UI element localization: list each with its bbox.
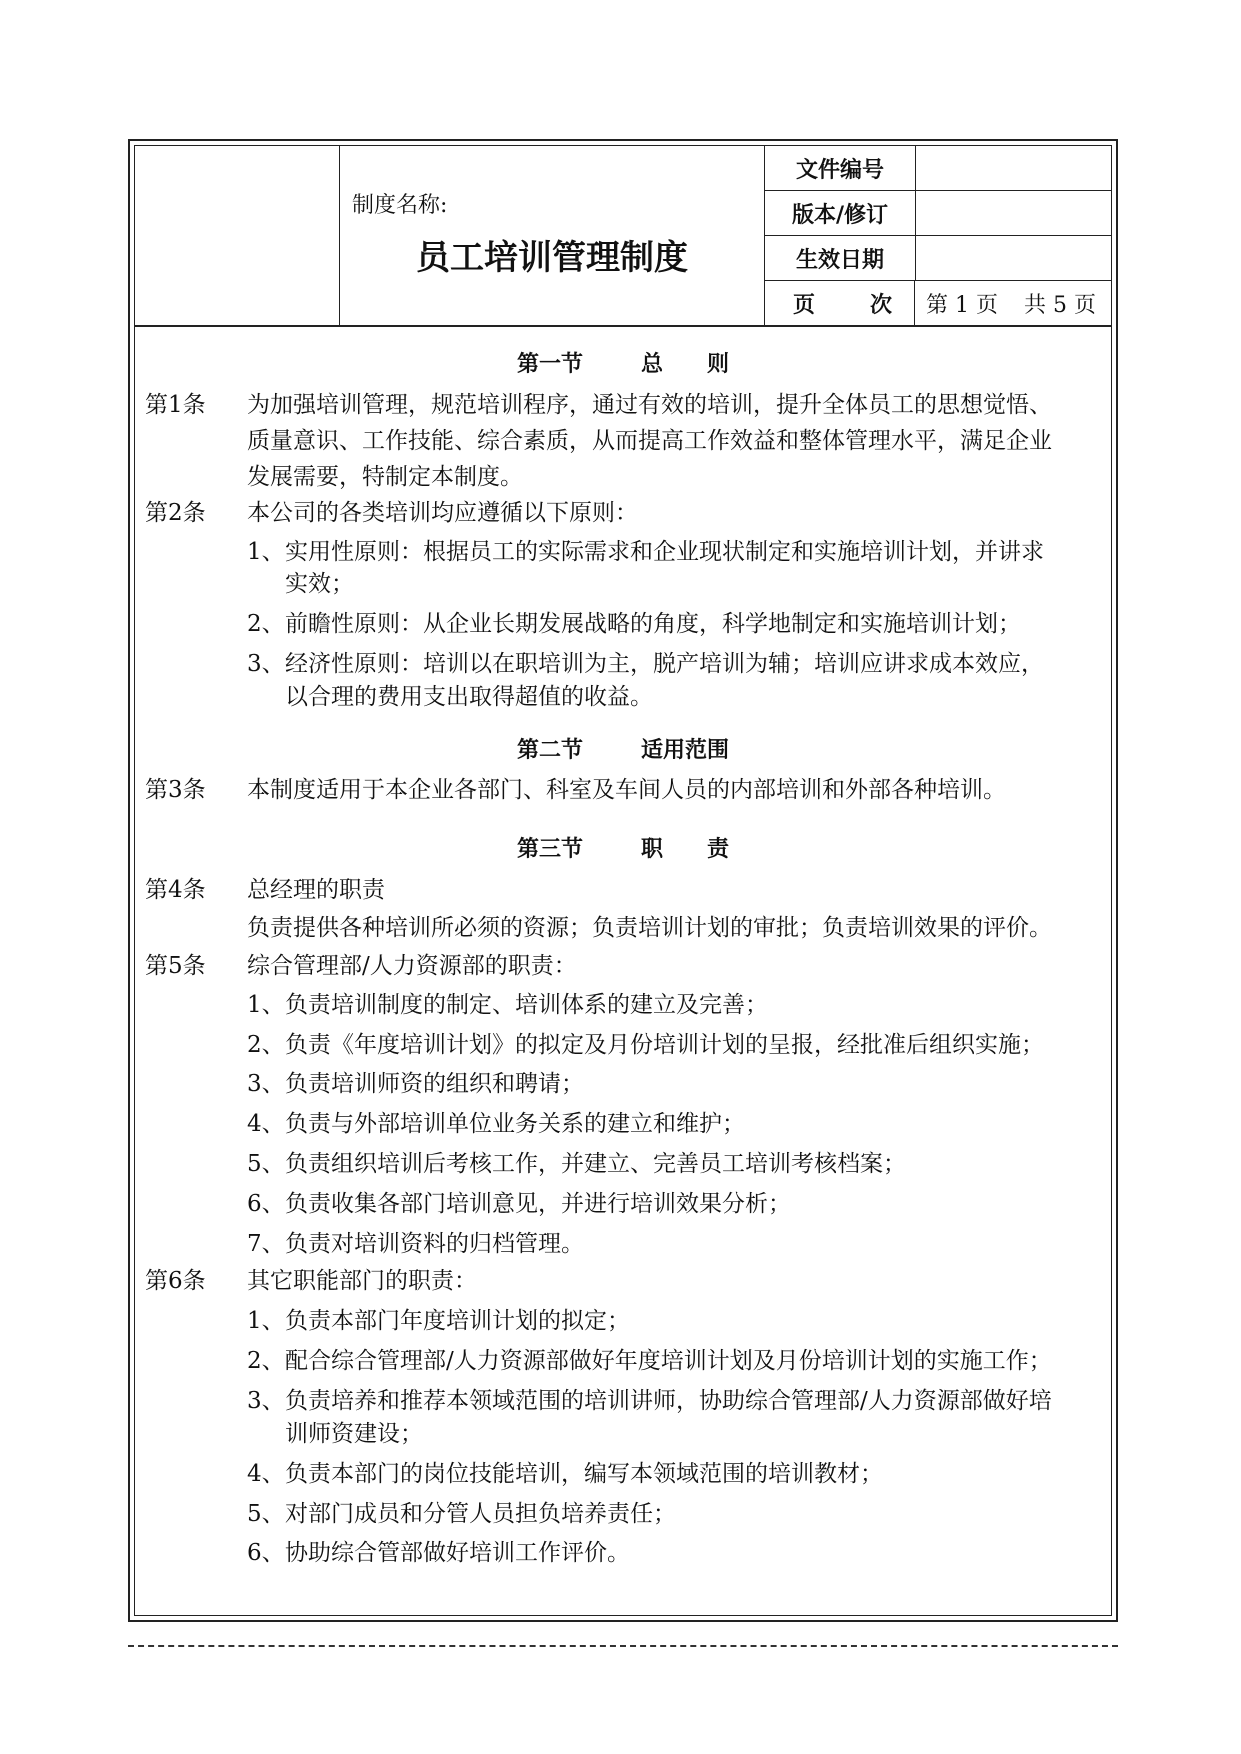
doc-no-label: 文件编号 (765, 146, 916, 190)
article-text: 发展需要，特制定本制度。 (247, 464, 523, 490)
effective-date-value (916, 236, 1111, 280)
item-text: 实效； (285, 571, 354, 597)
item-text: 负责本部门的岗位技能培训，编写本领域范围的培训教材； (285, 1461, 883, 1487)
item-number: 2、 (247, 1032, 285, 1058)
article-intro: 其它职能部门的职责： (247, 1268, 477, 1294)
item-number: 3、 (247, 1388, 285, 1414)
page-row (765, 281, 1111, 325)
document-frame (128, 139, 1118, 1622)
item-number: 3、 (247, 1071, 285, 1097)
item-text: 配合综合管理部/人力资源部做好年度培训计划及月份培训计划的实施工作； (285, 1348, 1052, 1374)
policy-name-label: 制度名称: (352, 193, 448, 218)
item-number: 3、 (247, 651, 285, 677)
item-number: 4、 (247, 1111, 285, 1137)
item-text: 负责培养和推荐本领域范围的培训讲师，协助综合管理部/人力资源部做好培 (285, 1388, 1052, 1414)
page-total: 共 5 页 (1023, 292, 1096, 318)
section-title: 职 责 (641, 837, 730, 862)
item-number: 5、 (247, 1501, 285, 1527)
item-text: 训师资建设； (285, 1421, 423, 1447)
item-text: 实用性原则：根据员工的实际需求和企业现状制定和实施培训计划，并讲求 (285, 539, 1044, 565)
page-current: 第 1 页 (926, 292, 998, 318)
section-heading (135, 832, 1111, 863)
page-label (765, 281, 915, 325)
page-label-2: 次 (869, 292, 892, 318)
item-text: 以合理的费用支出取得超值的收益。 (285, 684, 653, 710)
item-text: 负责组织培训后考核工作，并建立、完善员工培训考核档案； (285, 1151, 906, 1177)
item-text: 协助综合管部做好培训工作评价。 (285, 1540, 630, 1566)
item-text: 负责收集各部门培训意见，并进行培训效果分析； (285, 1191, 791, 1217)
article-text: 负责提供各种培训所必须的资源；负责培训计划的审批；负责培训效果的评价。 (247, 915, 1052, 941)
version-value (916, 191, 1111, 235)
article-label: 第6条 (145, 1268, 206, 1294)
item-number: 1、 (247, 1308, 285, 1334)
version-label: 版本/修订 (765, 191, 916, 235)
article-label: 第5条 (145, 953, 206, 979)
section-number: 第三节 (516, 837, 583, 862)
item-text: 负责《年度培训计划》的拟定及月份培训计划的呈报，经批准后组织实施； (285, 1032, 1044, 1058)
article-intro: 综合管理部/人力资源部的职责： (247, 953, 577, 979)
item-number: 4、 (247, 1461, 285, 1487)
doc-no-value (916, 146, 1111, 190)
effective-date-label: 生效日期 (765, 236, 916, 280)
item-text: 负责培训师资的组织和聘请； (285, 1071, 584, 1097)
item-text: 负责本部门年度培训计划的拟定； (285, 1308, 630, 1334)
section-title: 适用范围 (641, 738, 730, 763)
section-title: 总 则 (641, 352, 730, 377)
article-label: 第2条 (145, 500, 206, 526)
article-label: 第1条 (145, 392, 206, 418)
section-heading (135, 347, 1111, 378)
document-inner-frame (134, 145, 1112, 1616)
article-intro: 本公司的各类培训均应遵循以下原则： (247, 500, 638, 526)
section-heading (135, 733, 1111, 764)
item-text: 对部门成员和分管人员担负培养责任； (285, 1501, 676, 1527)
section-number: 第二节 (516, 738, 583, 763)
document-body (135, 327, 1111, 1615)
policy-name-cell (340, 146, 765, 325)
page-label-1: 页 (793, 292, 816, 318)
doc-meta-table (765, 146, 1111, 325)
item-number: 6、 (247, 1540, 285, 1566)
item-number: 1、 (247, 992, 285, 1018)
policy-title: 员工培训管理制度 (416, 238, 688, 278)
item-number: 7、 (247, 1231, 285, 1257)
item-text: 负责培训制度的制定、培训体系的建立及完善； (285, 992, 768, 1018)
effective-date-row (765, 236, 1111, 281)
article-text: 质量意识、工作技能、综合素质，从而提高工作效益和整体管理水平，满足企业 (247, 428, 1052, 454)
article-label: 第3条 (145, 777, 206, 803)
item-number: 2、 (247, 611, 285, 637)
article-text: 本制度适用于本企业各部门、科室及车间人员的内部培训和外部各种培训。 (247, 777, 1006, 803)
item-number: 6、 (247, 1191, 285, 1217)
version-row (765, 191, 1111, 236)
section-number: 第一节 (516, 352, 583, 377)
item-text: 经济性原则：培训以在职培训为主，脱产培训为辅；培训应讲求成本效应， (285, 651, 1044, 677)
page-break-divider (128, 1645, 1118, 1647)
item-text: 负责与外部培训单位业务关系的建立和维护； (285, 1111, 745, 1137)
item-text: 负责对培训资料的归档管理。 (285, 1231, 584, 1257)
doc-no-row (765, 146, 1111, 191)
article-label: 第4条 (145, 877, 206, 903)
document-header (135, 146, 1111, 327)
item-number: 1、 (247, 539, 285, 565)
item-number: 5、 (247, 1151, 285, 1177)
item-number: 2、 (247, 1348, 285, 1374)
page-value (916, 281, 1111, 325)
logo-cell (135, 146, 340, 325)
article-text: 为加强培训管理，规范培训程序，通过有效的培训，提升全体员工的思想觉悟、 (247, 392, 1052, 418)
item-text: 前瞻性原则：从企业长期发展战略的角度，科学地制定和实施培训计划； (285, 611, 1021, 637)
article-text: 总经理的职责 (247, 877, 385, 903)
